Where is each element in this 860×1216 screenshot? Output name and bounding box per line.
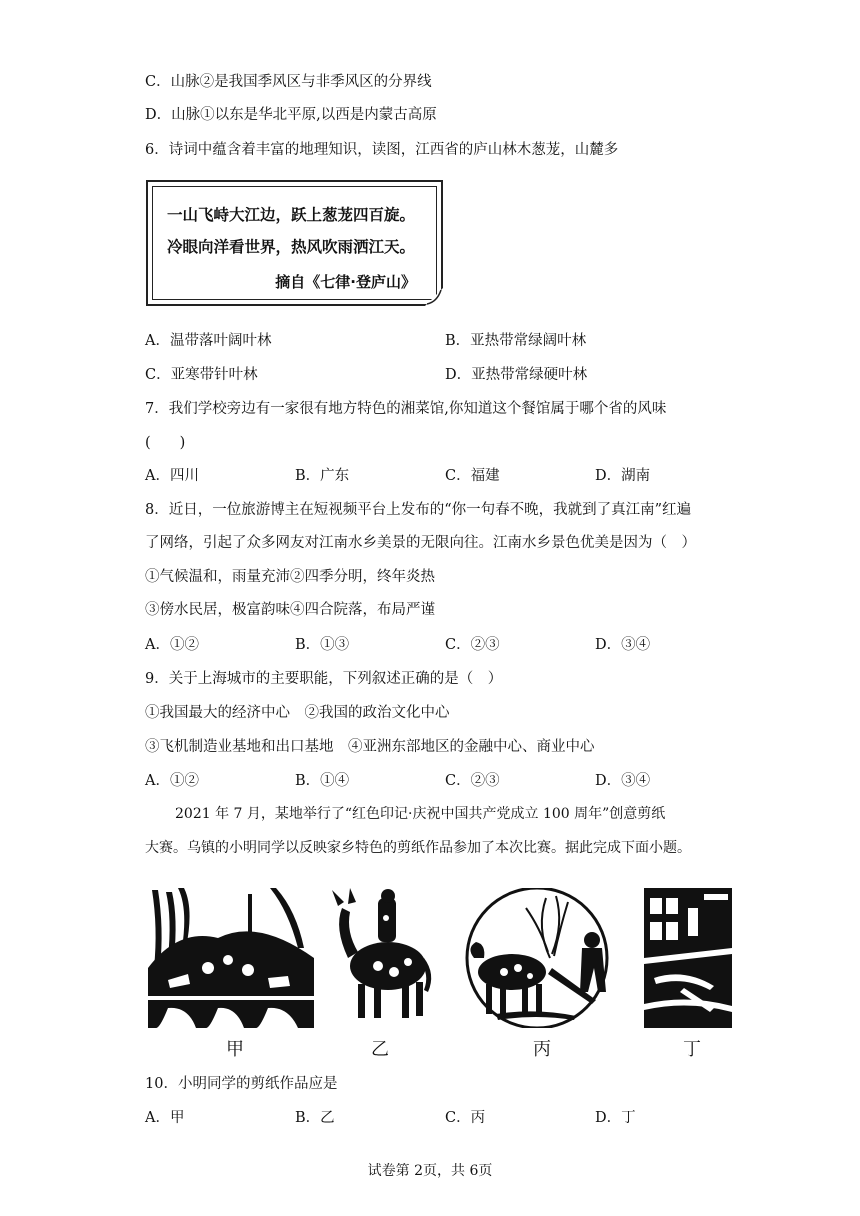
q6-stem: 6．诗词中蕴含着丰富的地理知识，读图，江西省的庐山林木葱茏，山麓多 [145, 142, 619, 158]
q10-option-d: D．丁 [595, 1110, 636, 1126]
q9-stem: 9．关于上海城市的主要职能，下列叙述正确的是（ ） [145, 671, 503, 687]
q6-option-b: B．亚热带常绿阔叶林 [445, 333, 587, 349]
q9-option-c: C．②③ [445, 773, 500, 789]
q6-option-a: A．温带落叶阔叶林 [145, 333, 272, 349]
papercut-ding-image [644, 888, 732, 1028]
papercut-label-ding: 丁 [683, 1039, 701, 1060]
page-curl-icon [425, 288, 443, 306]
q5-option-d: D．山脉①以东是华北平原,以西是内蒙古高原 [145, 107, 437, 123]
q9-option-a: A．①② [145, 773, 199, 789]
q7-option-b: B．广东 [295, 468, 350, 484]
q10-option-c: C．丙 [445, 1110, 486, 1126]
q7-option-d: D．湖南 [595, 468, 651, 484]
q5-option-c: C．山脉②是我国季风区与非季风区的分界线 [145, 74, 432, 90]
papercut-label-jia: 甲 [226, 1039, 244, 1060]
q10-option-b: B．乙 [295, 1110, 335, 1126]
poem-line-1: 一山飞峙大江边，跃上葱茏四百旋。 [167, 206, 416, 224]
papercut-label-yi: 乙 [371, 1039, 389, 1060]
papercut-yi-image [328, 888, 438, 1028]
q8-stem-2: 了网络，引起了众多网友对江南水乡美景的无限向往。江南水乡景色优美是因为（ ） [145, 535, 696, 551]
q8-option-d: D．③④ [595, 637, 651, 653]
q7-option-a: A．四川 [145, 468, 199, 484]
q9-option-d: D．③④ [595, 773, 651, 789]
q10-option-a: A．甲 [145, 1110, 185, 1126]
papercut-label-bing: 丙 [533, 1039, 551, 1060]
poem-line-2: 冷眼向洋看世界，热风吹雨洒江天。 [167, 238, 416, 256]
poem-card [146, 180, 443, 306]
q10-stem: 10．小明同学的剪纸作品应是 [145, 1076, 338, 1092]
q7-bracket: ( ) [145, 435, 186, 451]
q7-option-c: C．福建 [445, 468, 500, 484]
q8-option-a: A．①② [145, 637, 199, 653]
q8-stem-1: 8．近日，一位旅游博主在短视频平台上发布的“你一句春不晚，我就到了真江南”红遍 [145, 502, 692, 518]
papercut-bing-image [456, 888, 618, 1028]
q8-item-2: ③傍水民居，极富韵味④四合院落，布局严谨 [145, 602, 435, 618]
papercut-jia-image [148, 888, 314, 1028]
q8-item-1: ①气候温和，雨量充沛②四季分明，终年炎热 [145, 569, 435, 585]
q6-option-d: D．亚热带常绿硬叶林 [445, 367, 588, 383]
q9-item-1: ①我国最大的经济中心 ②我国的政治文化中心 [145, 705, 450, 721]
passage-line-1: 2021 年 7 月，某地举行了“红色印记·庆祝中国共产党成立 100 周年”创意剪纸 [175, 806, 666, 822]
poem-source: 摘自《七律·登庐山》 [275, 273, 416, 291]
page-footer: 试卷第 2页，共 6页 [367, 1163, 493, 1179]
passage-line-2: 大赛。乌镇的小明同学以反映家乡特色的剪纸作品参加了本次比赛。据此完成下面小题。 [145, 840, 691, 856]
q6-option-c: C．亚寒带针叶林 [145, 367, 258, 383]
q9-item-2: ③飞机制造业基地和出口基地 ④亚洲东部地区的金融中心、商业中心 [145, 739, 595, 755]
q8-option-c: C．②③ [445, 637, 500, 653]
q7-stem: 7．我们学校旁边有一家很有地方特色的湘菜馆,你知道这个餐馆属于哪个省的风味 [145, 401, 667, 417]
q9-option-b: B．①④ [295, 773, 350, 789]
q8-option-b: B．①③ [295, 637, 350, 653]
